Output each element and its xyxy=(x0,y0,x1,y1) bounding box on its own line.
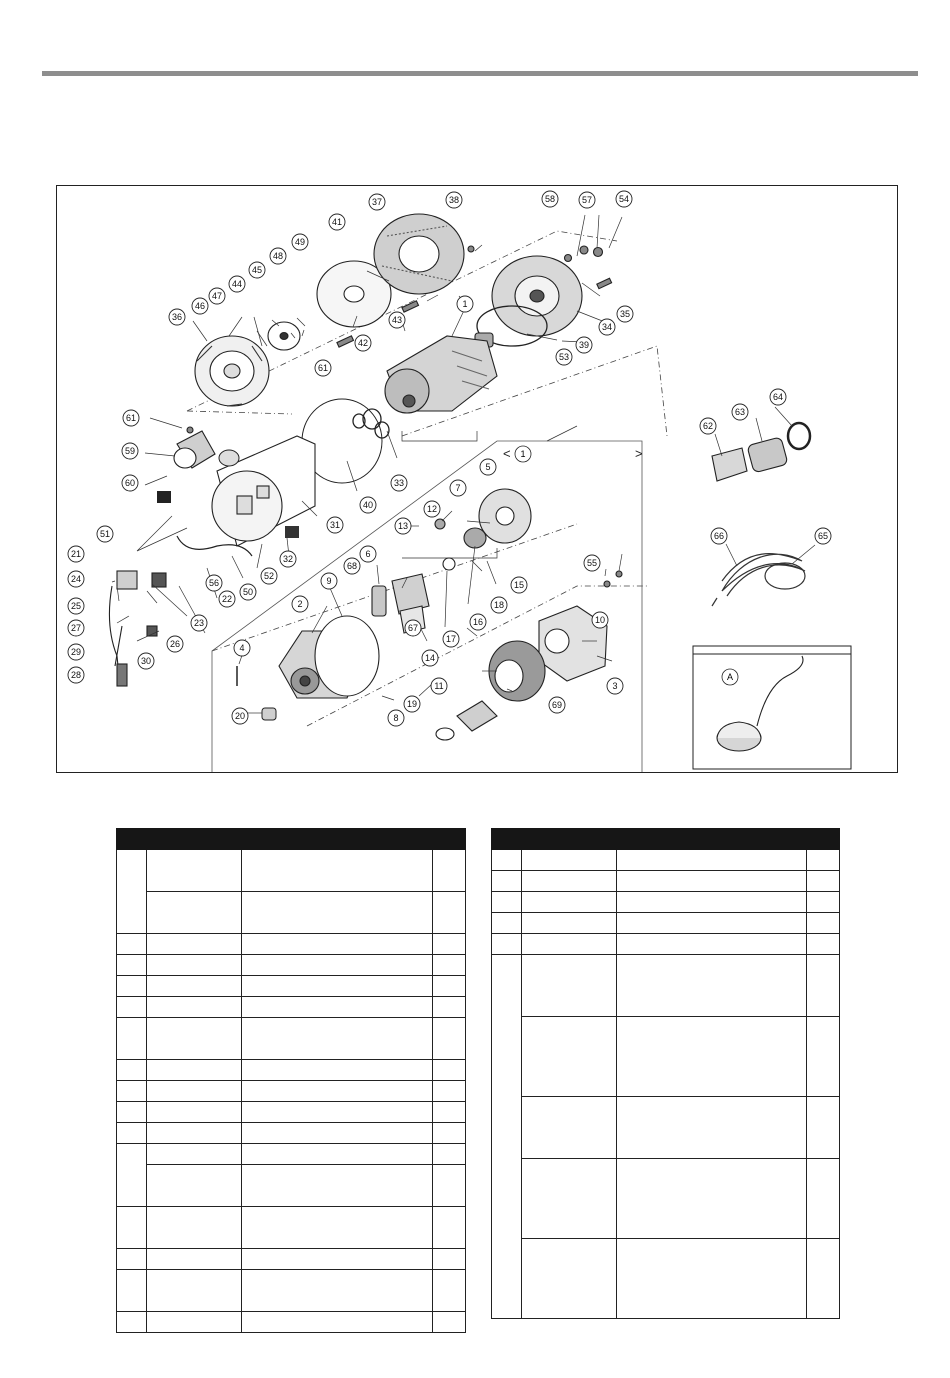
table-cell xyxy=(807,1017,840,1097)
table-cell xyxy=(242,997,433,1018)
svg-text:23: 23 xyxy=(193,618,205,628)
callout-39 xyxy=(576,337,592,353)
callout-47 xyxy=(209,288,225,304)
callout-43 xyxy=(389,312,405,328)
table-cell xyxy=(522,955,617,1017)
svg-text:1: 1 xyxy=(462,299,468,309)
table-cell xyxy=(807,1097,840,1159)
table-cell xyxy=(117,850,147,934)
table-cell xyxy=(433,1249,466,1270)
svg-text:3: 3 xyxy=(612,681,618,691)
svg-text:11: 11 xyxy=(434,681,444,691)
table-cell xyxy=(147,1018,242,1060)
svg-text:60: 60 xyxy=(124,478,136,488)
svg-text:34: 34 xyxy=(601,322,613,332)
svg-text:35: 35 xyxy=(619,309,631,319)
table-cell xyxy=(522,934,617,955)
svg-text:12: 12 xyxy=(426,504,438,514)
table-cell xyxy=(433,892,466,934)
svg-text:66: 66 xyxy=(713,531,725,541)
table-row xyxy=(117,955,466,976)
table-cell xyxy=(147,976,242,997)
table-row xyxy=(492,913,840,934)
svg-text:9: 9 xyxy=(326,576,332,586)
table-cell xyxy=(807,850,840,871)
callout-62 xyxy=(700,418,716,434)
callout-68 xyxy=(344,558,360,574)
callout-50 xyxy=(240,584,256,600)
svg-text:61: 61 xyxy=(125,413,137,423)
table-cell xyxy=(117,976,147,997)
table-cell xyxy=(807,871,840,892)
callout-40 xyxy=(360,497,376,513)
table-cell xyxy=(433,1102,466,1123)
table-cell xyxy=(242,850,433,892)
table-cell xyxy=(147,1312,242,1333)
svg-text:4: 4 xyxy=(239,643,245,653)
table-cell xyxy=(522,1017,617,1097)
header-rule xyxy=(42,71,918,76)
svg-text:6: 6 xyxy=(365,549,371,559)
svg-text:24: 24 xyxy=(70,574,82,584)
table-cell xyxy=(117,1249,147,1270)
table-cell xyxy=(522,871,617,892)
svg-text:33: 33 xyxy=(393,478,405,488)
callout-6 xyxy=(360,546,376,562)
table-row xyxy=(492,1017,840,1097)
svg-text:7: 7 xyxy=(455,483,461,493)
callout-48 xyxy=(270,248,286,264)
table-row xyxy=(117,850,466,892)
table-cell xyxy=(492,955,522,1319)
callout-24 xyxy=(68,571,84,587)
callout-16 xyxy=(470,614,486,630)
table-body xyxy=(492,850,840,1319)
table-cell xyxy=(617,892,807,913)
callout-33 xyxy=(391,475,407,491)
svg-text:42: 42 xyxy=(357,338,369,348)
callout-36 xyxy=(169,309,185,325)
callout-49 xyxy=(292,234,308,250)
callout-28 xyxy=(68,667,84,683)
table-row xyxy=(117,997,466,1018)
table-row xyxy=(117,892,466,934)
callout-61 xyxy=(123,410,139,426)
svg-text:41: 41 xyxy=(331,217,343,227)
table-cell xyxy=(242,1018,433,1060)
svg-text:38: 38 xyxy=(448,195,460,205)
table-row xyxy=(117,1270,466,1312)
callout-61 xyxy=(315,360,331,376)
table-cell xyxy=(242,1060,433,1081)
callout-66 xyxy=(711,528,727,544)
svg-text:57: 57 xyxy=(581,195,593,205)
svg-text:2: 2 xyxy=(297,599,303,609)
svg-text:67: 67 xyxy=(407,623,419,633)
table-row xyxy=(117,1207,466,1249)
callout-27 xyxy=(68,620,84,636)
svg-text:18: 18 xyxy=(493,600,505,610)
callout-37 xyxy=(369,194,385,210)
callout-3 xyxy=(607,678,623,694)
table-row xyxy=(117,1144,466,1165)
table-cell xyxy=(117,1207,147,1249)
callout-35 xyxy=(617,306,633,322)
table-cell xyxy=(242,1312,433,1333)
callout-8 xyxy=(388,710,404,726)
callout-46 xyxy=(192,298,208,314)
table-cell xyxy=(117,1123,147,1144)
table-cell xyxy=(522,1097,617,1159)
table-cell xyxy=(433,1123,466,1144)
table-cell xyxy=(433,976,466,997)
table-cell xyxy=(492,892,522,913)
table-cell xyxy=(147,1102,242,1123)
table-cell xyxy=(117,955,147,976)
table-row xyxy=(492,1159,840,1239)
callout-14 xyxy=(422,650,438,666)
svg-text:54: 54 xyxy=(618,194,630,204)
table-cell xyxy=(433,1312,466,1333)
table-cell xyxy=(617,1239,807,1319)
svg-text:59: 59 xyxy=(124,446,136,456)
table-cell xyxy=(433,934,466,955)
table-cell xyxy=(522,1239,617,1319)
table-cell xyxy=(492,934,522,955)
table-cell xyxy=(492,850,522,871)
svg-text:47: 47 xyxy=(211,291,223,301)
table-cell xyxy=(242,892,433,934)
table-row xyxy=(492,934,840,955)
svg-text:15: 15 xyxy=(513,580,525,590)
svg-text:39: 39 xyxy=(578,340,590,350)
callout-52 xyxy=(261,568,277,584)
table-cell xyxy=(617,1159,807,1239)
table-cell xyxy=(807,892,840,913)
callout-2 xyxy=(292,596,308,612)
table-row xyxy=(117,1312,466,1333)
callout-42 xyxy=(355,335,371,351)
exploded-parts-diagram xyxy=(56,185,898,773)
svg-text:29: 29 xyxy=(70,647,82,657)
callout-22 xyxy=(219,591,235,607)
callout-32 xyxy=(280,551,296,567)
table-cell xyxy=(617,871,807,892)
callout-26 xyxy=(167,636,183,652)
svg-text:45: 45 xyxy=(251,265,263,275)
table-cell xyxy=(617,955,807,1017)
callout-45 xyxy=(249,262,265,278)
svg-text:48: 48 xyxy=(272,251,284,261)
callout-1 xyxy=(457,296,473,312)
table-cell xyxy=(433,1207,466,1249)
table-cell xyxy=(807,913,840,934)
table-row xyxy=(117,1123,466,1144)
callout-55 xyxy=(584,555,600,571)
table-cell xyxy=(433,1144,466,1165)
table-cell xyxy=(242,1270,433,1312)
table-row xyxy=(117,1060,466,1081)
svg-text:40: 40 xyxy=(362,500,374,510)
callout-41 xyxy=(329,214,345,230)
table-cell xyxy=(433,955,466,976)
table-header xyxy=(492,829,840,850)
callout-58 xyxy=(542,191,558,207)
table-row xyxy=(117,1018,466,1060)
svg-text:44: 44 xyxy=(231,279,243,289)
table-cell xyxy=(433,1018,466,1060)
svg-text:13: 13 xyxy=(397,521,409,531)
table-row xyxy=(492,892,840,913)
table-cell xyxy=(807,1239,840,1319)
table-cell xyxy=(242,1144,433,1165)
table-cell xyxy=(147,1081,242,1102)
svg-text:62: 62 xyxy=(702,421,714,431)
svg-text:22: 22 xyxy=(221,594,233,604)
table-cell xyxy=(242,1207,433,1249)
table-cell xyxy=(433,1081,466,1102)
callout-60 xyxy=(122,475,138,491)
table-cell xyxy=(433,997,466,1018)
parts-table-left xyxy=(116,828,466,1333)
table-row xyxy=(492,850,840,871)
table-cell xyxy=(147,850,242,892)
callout-19 xyxy=(404,696,420,712)
table-row xyxy=(117,1249,466,1270)
table-cell xyxy=(147,1144,242,1165)
table-cell xyxy=(147,934,242,955)
svg-text:10: 10 xyxy=(594,615,606,625)
table-row xyxy=(117,1102,466,1123)
svg-text:51: 51 xyxy=(99,529,111,539)
callout-23 xyxy=(191,615,207,631)
callout-44 xyxy=(229,276,245,292)
callout-25 xyxy=(68,598,84,614)
svg-text:28: 28 xyxy=(70,670,82,680)
callout-54 xyxy=(616,191,632,207)
svg-text:50: 50 xyxy=(242,587,254,597)
svg-text:56: 56 xyxy=(208,578,220,588)
callout-9 xyxy=(321,573,337,589)
callout-7 xyxy=(450,480,466,496)
table-cell xyxy=(242,1165,433,1207)
svg-text:52: 52 xyxy=(263,571,275,581)
table-header xyxy=(117,829,466,850)
table-cell xyxy=(242,1123,433,1144)
svg-text:53: 53 xyxy=(558,352,570,362)
inset-label: A xyxy=(726,672,734,682)
callout-10 xyxy=(592,612,608,628)
table-cell xyxy=(433,850,466,892)
callout-31 xyxy=(327,517,343,533)
svg-text:21: 21 xyxy=(70,549,82,559)
svg-text:69: 69 xyxy=(551,700,563,710)
table-row xyxy=(492,1097,840,1159)
table-row xyxy=(117,934,466,955)
svg-text:46: 46 xyxy=(194,301,206,311)
callout-59 xyxy=(122,443,138,459)
callout-38 xyxy=(446,192,462,208)
table-cell xyxy=(242,934,433,955)
callout-34 xyxy=(599,319,615,335)
callout-30 xyxy=(138,653,154,669)
callout-57 xyxy=(579,192,595,208)
detail-nav-next: > xyxy=(635,446,643,461)
table-cell xyxy=(433,1060,466,1081)
svg-text:32: 32 xyxy=(282,554,294,564)
callout-21 xyxy=(68,546,84,562)
table-cell xyxy=(242,1081,433,1102)
table-row xyxy=(492,1239,840,1319)
table-cell xyxy=(117,1144,147,1207)
callout-17 xyxy=(443,631,459,647)
table-cell xyxy=(117,1102,147,1123)
detail-nav-prev: < xyxy=(503,446,511,461)
table-cell xyxy=(242,1102,433,1123)
callout-5 xyxy=(480,459,496,475)
callout-63 xyxy=(732,404,748,420)
svg-text:17: 17 xyxy=(445,634,457,644)
table-row xyxy=(492,871,840,892)
callout-51 xyxy=(97,526,113,542)
svg-text:14: 14 xyxy=(424,653,436,663)
table-row xyxy=(117,976,466,997)
table-cell xyxy=(617,850,807,871)
table-cell xyxy=(117,1270,147,1312)
callout-53 xyxy=(556,349,572,365)
callout-15 xyxy=(511,577,527,593)
table-cell xyxy=(242,976,433,997)
table-cell xyxy=(617,1097,807,1159)
table-row xyxy=(117,1081,466,1102)
table-cell xyxy=(147,1165,242,1207)
table-cell xyxy=(147,1207,242,1249)
table-cell xyxy=(617,934,807,955)
svg-text:61: 61 xyxy=(317,363,329,373)
table-cell xyxy=(522,850,617,871)
svg-text:55: 55 xyxy=(586,558,598,568)
svg-text:20: 20 xyxy=(234,711,246,721)
callout-64 xyxy=(770,389,786,405)
svg-text:58: 58 xyxy=(544,194,556,204)
callout-20 xyxy=(232,708,248,724)
svg-text:19: 19 xyxy=(406,699,418,709)
table-cell xyxy=(492,871,522,892)
table-cell xyxy=(147,892,242,934)
table-body xyxy=(117,850,466,1333)
table-cell xyxy=(617,913,807,934)
callout-67 xyxy=(405,620,421,636)
callout-65 xyxy=(815,528,831,544)
svg-text:30: 30 xyxy=(140,656,152,666)
table-cell xyxy=(147,1249,242,1270)
svg-text:31: 31 xyxy=(329,520,341,530)
table-cell xyxy=(492,913,522,934)
table-cell xyxy=(147,997,242,1018)
svg-text:27: 27 xyxy=(70,623,82,633)
svg-text:49: 49 xyxy=(294,237,306,247)
table-cell xyxy=(117,997,147,1018)
svg-text:26: 26 xyxy=(169,639,181,649)
table-cell xyxy=(807,955,840,1017)
table-cell xyxy=(117,934,147,955)
table-cell xyxy=(617,1017,807,1097)
svg-text:36: 36 xyxy=(171,312,183,322)
svg-text:63: 63 xyxy=(734,407,746,417)
table-cell xyxy=(433,1270,466,1312)
svg-text:64: 64 xyxy=(772,392,784,402)
svg-text:25: 25 xyxy=(70,601,82,611)
table-cell xyxy=(242,1249,433,1270)
callout-11 xyxy=(431,678,447,694)
svg-text:5: 5 xyxy=(485,462,491,472)
detail-ref-number: 1 xyxy=(520,449,526,459)
table-cell xyxy=(117,1060,147,1081)
table-cell xyxy=(117,1018,147,1060)
table-cell xyxy=(242,955,433,976)
svg-text:8: 8 xyxy=(393,713,399,723)
table-cell xyxy=(807,934,840,955)
table-cell xyxy=(147,955,242,976)
svg-text:37: 37 xyxy=(371,197,383,207)
table-row xyxy=(117,1165,466,1207)
callout-12 xyxy=(424,501,440,517)
callout-69 xyxy=(549,697,565,713)
table-cell xyxy=(433,1165,466,1207)
table-cell xyxy=(807,1159,840,1239)
svg-text:68: 68 xyxy=(346,561,358,571)
table-cell xyxy=(147,1123,242,1144)
table-cell xyxy=(117,1081,147,1102)
callout-56 xyxy=(206,575,222,591)
table-cell xyxy=(522,1159,617,1239)
svg-text:16: 16 xyxy=(472,617,484,627)
svg-text:65: 65 xyxy=(817,531,829,541)
table-cell xyxy=(522,913,617,934)
table-row xyxy=(492,955,840,1017)
callout-13 xyxy=(395,518,411,534)
callout-4 xyxy=(234,640,250,656)
callout-29 xyxy=(68,644,84,660)
callout-18 xyxy=(491,597,507,613)
svg-text:43: 43 xyxy=(391,315,403,325)
table-cell xyxy=(117,1312,147,1333)
table-cell xyxy=(522,892,617,913)
table-cell xyxy=(147,1060,242,1081)
parts-table-right xyxy=(491,828,840,1319)
table-cell xyxy=(147,1270,242,1312)
